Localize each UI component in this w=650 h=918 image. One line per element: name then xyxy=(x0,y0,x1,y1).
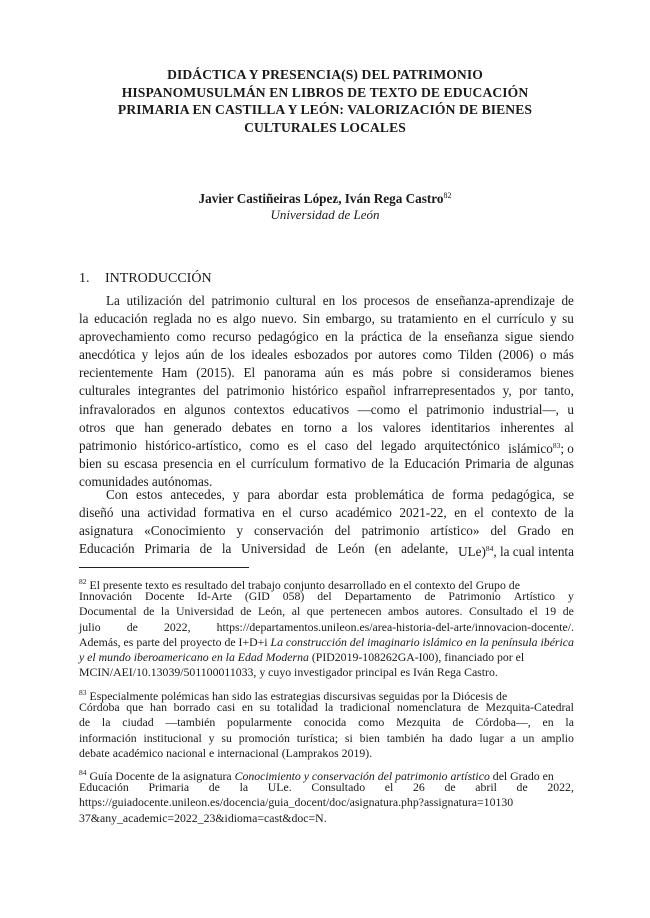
text-line: recientemente Ham (2015). El panorama aún es más pobre si consideramos bienes xyxy=(79,365,574,381)
paragraph-2 xyxy=(79,486,574,558)
footnote-number: 83 xyxy=(79,688,87,697)
footnote-number: 84 xyxy=(79,768,87,777)
footnote-line: $^{82}$ El presente texto es resultado del trabajo conjunto desarrollado en el contexto del Grupo de xyxy=(79,577,520,592)
text-line: bien su escasa presencia en el currículum formativo de la Educación Primaria de algunas xyxy=(79,455,574,471)
title-line: DIDÁCTICA Y PRESENCIA(S) DEL PATRIMONIO xyxy=(167,67,483,82)
footnote-line: Además, es parte del proyecto de I+D+i La construcción del imaginario islámico en la península ibérica xyxy=(79,634,574,649)
footnote-line: Educación Primaria de la ULe. Consultado el 26 de abril de 2022, xyxy=(79,780,574,795)
footnote-line: Documental de la Universidad de León, al que pertenecen ambos autores. Consultado el 19 de xyxy=(79,604,574,619)
project-title: La construcción del imaginario islámico en la península ibérica xyxy=(270,634,574,649)
course-title: Conocimiento y conservación del patrimonio artístico xyxy=(234,769,490,783)
text-line: Educación Primaria de la Universidad de León (en adelante, ULe)$^{84}$, la cual intenta xyxy=(79,541,574,560)
footnote-line: Innovación Docente Id-Arte (GID 058) del Departamento de Patrimonio Artístico y xyxy=(79,589,574,604)
section-heading xyxy=(79,270,212,287)
footnote-84 xyxy=(79,765,574,826)
author-line xyxy=(60,187,590,207)
footnote-line: MCIN/AEI/10.13039/501100011033, y cuyo investigador principal es Iván Rega Castro. xyxy=(79,665,498,680)
footnote-line: $^{84}$ Guía Docente de la asignatura Conocimiento y conservación del patrimonio artístico del Grado en xyxy=(79,768,554,783)
text-line: infravalorados en algunos contextos educativos —como el patrimonio industrial—, u xyxy=(79,401,574,417)
author-footnote-ref[interactable]: 82 xyxy=(443,191,452,200)
text-line: Con estos antecedes, y para abordar esta problemática de forma pedagógica, se xyxy=(106,487,574,502)
text-line: aprovechamiento como recurso pedagógico en la práctica de la enseñanza sigue siendo xyxy=(79,329,574,345)
text-line: comunidades autónomas. xyxy=(79,473,213,489)
title-line: PRIMARIA EN CASTILLA Y LEÓN: VALORIZACIÓN DE BIENES xyxy=(117,102,533,117)
section-number: 1. xyxy=(79,271,90,286)
text-line: patrimonio histórico-artístico, como es el caso del legado arquitectónico islámico$^{83}$; o xyxy=(79,437,574,456)
text-line: la educación reglada no es algo nuevo. Sin embargo, su tratamiento en el currículo y su xyxy=(79,311,574,327)
text-line: otros que han generado debates en torno a los valores identitarios inherentes al xyxy=(79,419,574,435)
footnote-line[interactable]: https://guiadocente.unileon.es/docencia/guia_docent/doc/asignatura.php?assignatura=10130 xyxy=(79,795,514,810)
section-title: INTRODUCCIÓN xyxy=(105,271,212,286)
footnote-82 xyxy=(79,574,574,680)
author-names: Javier Castiñeiras López, Iván Rega Castro xyxy=(198,191,444,206)
footnote-number: 82 xyxy=(79,577,87,586)
text-line: La utilización del patrimonio cultural en los procesos de enseñanza-aprendizaje de xyxy=(106,293,574,308)
footnote-line: debate académico nacional e internacional (Lamprakos 2019). xyxy=(79,745,373,760)
footnote-line: $^{83}$ Especialmente polémicas han sido las estrategias discursivas seguidas por la Diócesis de xyxy=(79,688,508,703)
footnote-separator xyxy=(79,567,249,568)
footnote-line: Córdoba que han borrado casi en su totalidad la tradicional nomenclatura de Mezquita-Catedral xyxy=(79,700,574,715)
footnote-line: información institucional y su promoción turística; si bien también ha dado lugar a un amplio xyxy=(79,730,574,745)
affiliation: Universidad de León xyxy=(270,207,380,222)
text-line: culturales integrantes del patrimonio histórico español infrarrepresentados y, por tanto, xyxy=(79,383,574,399)
text-line: anecdótica y lejos aún de los ideales esbozados por autores como Tilden (2006) o más xyxy=(79,347,574,363)
footnote-line: julio de 2022, https://departamentos.unileon.es/area-historia-del-arte/innovacion-docente/. xyxy=(79,619,574,634)
text-line: diseñó una actividad formativa en el curso académico 2021-22, en el contexto de la xyxy=(79,505,574,521)
footnote-line[interactable]: 37&any_academic=2022_23&idioma=cast&doc=N. xyxy=(79,810,327,825)
text-line: asignatura «Conocimiento y conservación del patrimonio artístico» del Grado en xyxy=(79,523,574,539)
title-line: CULTURALES LOCALES xyxy=(244,119,406,135)
footnote-ref[interactable]: 83 xyxy=(552,440,561,450)
footnote-line: de la ciudad —también popularmente conocida como Mezquita de Córdoba—, en la xyxy=(79,715,574,730)
paper-title xyxy=(60,66,590,136)
footnote-83 xyxy=(79,685,574,761)
footnote-line: y el mundo iberoamericano en la Edad Moderna (PID2019-108262GA-I00), financiado por el xyxy=(79,649,525,664)
project-title-cont: y el mundo iberoamericano en la Edad Moderna xyxy=(79,649,309,664)
footnote-ref[interactable]: 84 xyxy=(485,544,494,554)
paragraph-1 xyxy=(79,292,574,491)
title-line: HISPANOMUSULMÁN EN LIBROS DE TEXTO DE EDUCACIÓN xyxy=(121,84,529,100)
